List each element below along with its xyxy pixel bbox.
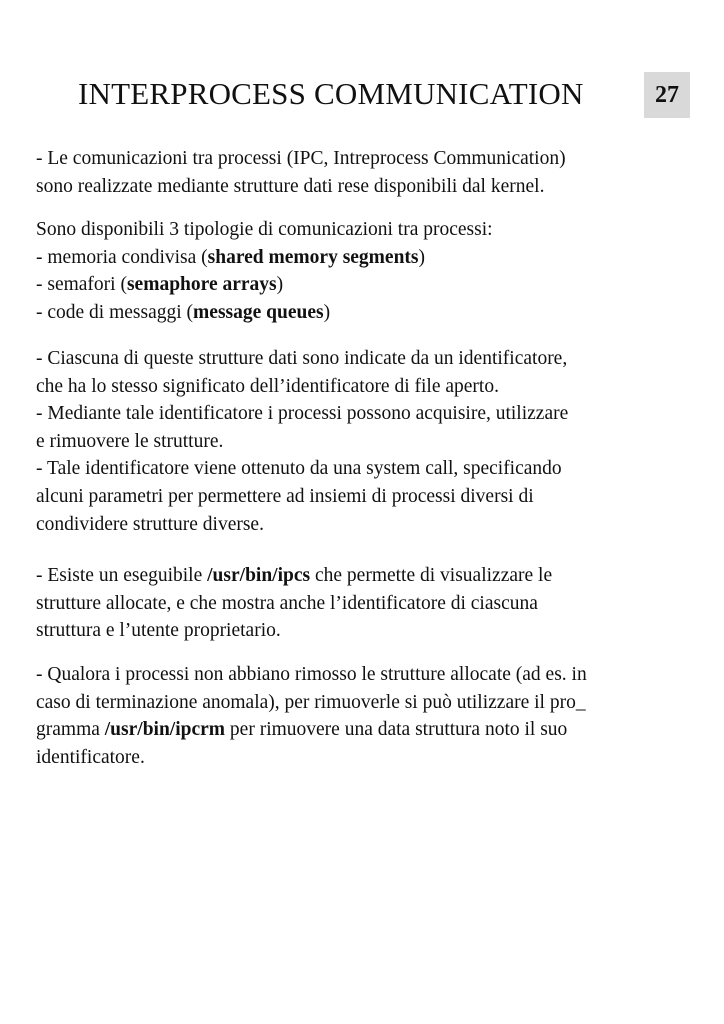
- text-fragment: - memoria condivisa (: [36, 246, 208, 268]
- list-item-semaphores: [36, 271, 704, 299]
- paragraph-identifier: [36, 345, 704, 538]
- text-line: - Qualora i processi non abbiano rimosso le strutture allocate (ad es. in: [36, 664, 587, 685]
- paragraph-ipc-intro: [36, 145, 704, 200]
- text-fragment: per rimuovere una data struttura noto il suo: [225, 719, 568, 741]
- paragraph-ipcrm: [36, 661, 704, 771]
- text-line: e rimuovere le strutture.: [36, 430, 224, 452]
- text-line: condividere strutture diverse.: [36, 513, 264, 535]
- text-fragment: ): [323, 301, 331, 323]
- bold-term: message queues: [193, 301, 324, 323]
- paragraph-ipc-types: [36, 216, 704, 326]
- text-fragment: ): [418, 246, 426, 268]
- text-line: alcuni parametri per permettere ad insiemi di processi diversi di: [36, 485, 534, 507]
- text-fragment: gramma: [36, 719, 105, 741]
- text-line: - Mediante tale identificatore i processi possono acquisire, utilizzare: [36, 403, 569, 425]
- bold-term: semaphore arrays: [126, 274, 277, 296]
- bold-term: shared memory segments: [207, 246, 419, 268]
- bold-term: /usr/bin/ipcs: [207, 565, 311, 586]
- paragraph-ipcs: [36, 562, 704, 645]
- text-line: Sono disponibili 3 tipologie di comunicazioni tra processi:: [36, 219, 493, 240]
- text-fragment: - Esiste un eseguibile: [36, 565, 208, 586]
- text-line: identificatore.: [36, 746, 145, 768]
- text-line: sono realizzate mediante strutture dati rese disponibili dal kernel.: [36, 175, 545, 197]
- page-title: INTERPROCESS COMMUNICATION: [78, 76, 584, 111]
- page-number: 27: [644, 72, 690, 118]
- text-fragment: - code di messaggi (: [36, 301, 194, 323]
- text-fragment: che permette di visualizzare le: [310, 565, 553, 586]
- text-line: - Le comunicazioni tra processi (IPC, Intreprocess Communication): [36, 148, 566, 169]
- list-item-shared-memory: [36, 244, 704, 272]
- text-line: [36, 562, 704, 590]
- text-line: strutture allocate, e che mostra anche l’identificatore di ciascuna: [36, 592, 538, 614]
- text-line: che ha lo stesso significato dell’identificatore di file aperto.: [36, 375, 499, 397]
- bold-term: /usr/bin/ipcrm: [104, 719, 226, 741]
- text-fragment: ): [276, 274, 284, 296]
- list-item-message-queues: [36, 299, 704, 327]
- text-line: - Ciascuna di queste strutture dati sono indicate da un identificatore,: [36, 348, 568, 369]
- text-line: - Tale identificatore viene ottenuto da una system call, specificando: [36, 458, 562, 480]
- text-line: struttura e l’utente proprietario.: [36, 620, 281, 642]
- text-line: [36, 716, 704, 744]
- text-line: caso di terminazione anomala), per rimuoverle si può utilizzare il pro_: [36, 691, 586, 713]
- text-fragment: - semafori (: [36, 274, 127, 296]
